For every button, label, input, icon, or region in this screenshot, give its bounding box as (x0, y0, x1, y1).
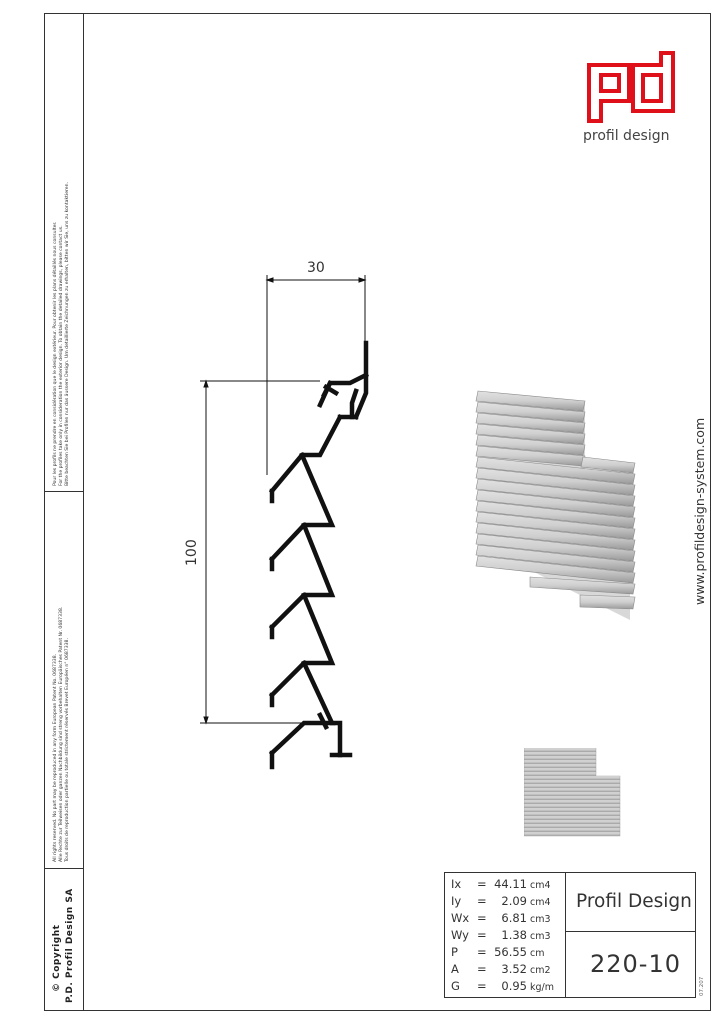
property-unit: cm3 (530, 931, 551, 942)
logo-text: profil design (583, 128, 670, 144)
product-code: 220-10 (590, 950, 682, 978)
rights-line: All rights reserved. No part may be reproduced in any form European Patent No. 0687338. (53, 653, 58, 862)
notice-line: For the profiles take only in consideration the exterior design. To obtain the detailed drawings, please contact us. (59, 225, 64, 486)
strip-divider (44, 868, 84, 869)
property-symbol: G (451, 979, 460, 993)
copyright-company: P.D. Profil Design SA (65, 888, 75, 1003)
property-row: P = 56.55 cm (451, 945, 545, 959)
property-unit: cm (530, 948, 545, 959)
property-row: Wy = 1.38 cm3 (451, 928, 551, 942)
louver-front-elevation (524, 748, 624, 840)
property-value: 56.55 (494, 945, 527, 959)
property-symbol: P (451, 945, 458, 959)
profil-design-logo (585, 51, 677, 123)
property-symbol: Ix (451, 877, 462, 891)
property-symbol: A (451, 962, 459, 976)
property-value: 1.38 (501, 928, 527, 942)
date-code: 07.207 (699, 976, 705, 996)
property-unit: cm4 (530, 897, 551, 908)
property-unit: kg/m (530, 982, 554, 993)
section-properties-table (444, 872, 566, 998)
property-row: G = 0.95 kg/m (451, 979, 554, 993)
property-row: Iy = 2.09 cm4 (451, 894, 551, 908)
property-value: 0.95 (501, 979, 527, 993)
property-symbol: Wy (451, 928, 469, 942)
product-code-box (566, 932, 696, 998)
property-row: Wx = 6.81 cm3 (451, 911, 551, 925)
property-value: 3.52 (501, 962, 527, 976)
property-unit: cm4 (530, 880, 551, 891)
louver-3d-rendering (470, 385, 640, 620)
property-symbol: Wx (451, 911, 470, 925)
website-link[interactable]: www.profildesign-system.com (692, 417, 707, 605)
property-row: Ix = 44.11 cm4 (451, 877, 551, 891)
height-dimension-label: 100 (184, 539, 200, 566)
property-unit: cm2 (530, 965, 551, 976)
rights-line: Alle Rechte zur Teilweisen oder ganzen Nachbildung sind streng vorbehalten Europäisches Patent Nr. 0687338. (59, 606, 64, 862)
brand-box (566, 872, 696, 932)
brand-name: Profil Design (576, 891, 692, 912)
rights-line: Tous droits de reproduction partielle ou totale strictement réservés Brevet Européen n° 0687338. (65, 638, 70, 862)
width-dimension-label: 30 (307, 260, 325, 276)
property-value: 44.11 (494, 877, 527, 891)
property-value: 2.09 (501, 894, 527, 908)
property-value: 6.81 (501, 911, 527, 925)
property-symbol: Iy (451, 894, 462, 908)
notice-line: Bitte beachten Sie bei Profilen nur das äussere Design. Um detaillierte Zeichnungen zu erhalten, bitten wir Sie, uns zu kontaktieren. (65, 181, 70, 486)
notice-line: Pour les profils ne prendre en considération que le design extérieur. Pour obtenir les plans détaillés nous consulter. (53, 221, 58, 486)
profile-section-drawing (180, 255, 400, 775)
strip-divider (44, 491, 84, 492)
property-row: A = 3.52 cm2 (451, 962, 551, 976)
property-unit: cm3 (530, 914, 551, 925)
copyright-title: © Copyright (52, 924, 62, 992)
